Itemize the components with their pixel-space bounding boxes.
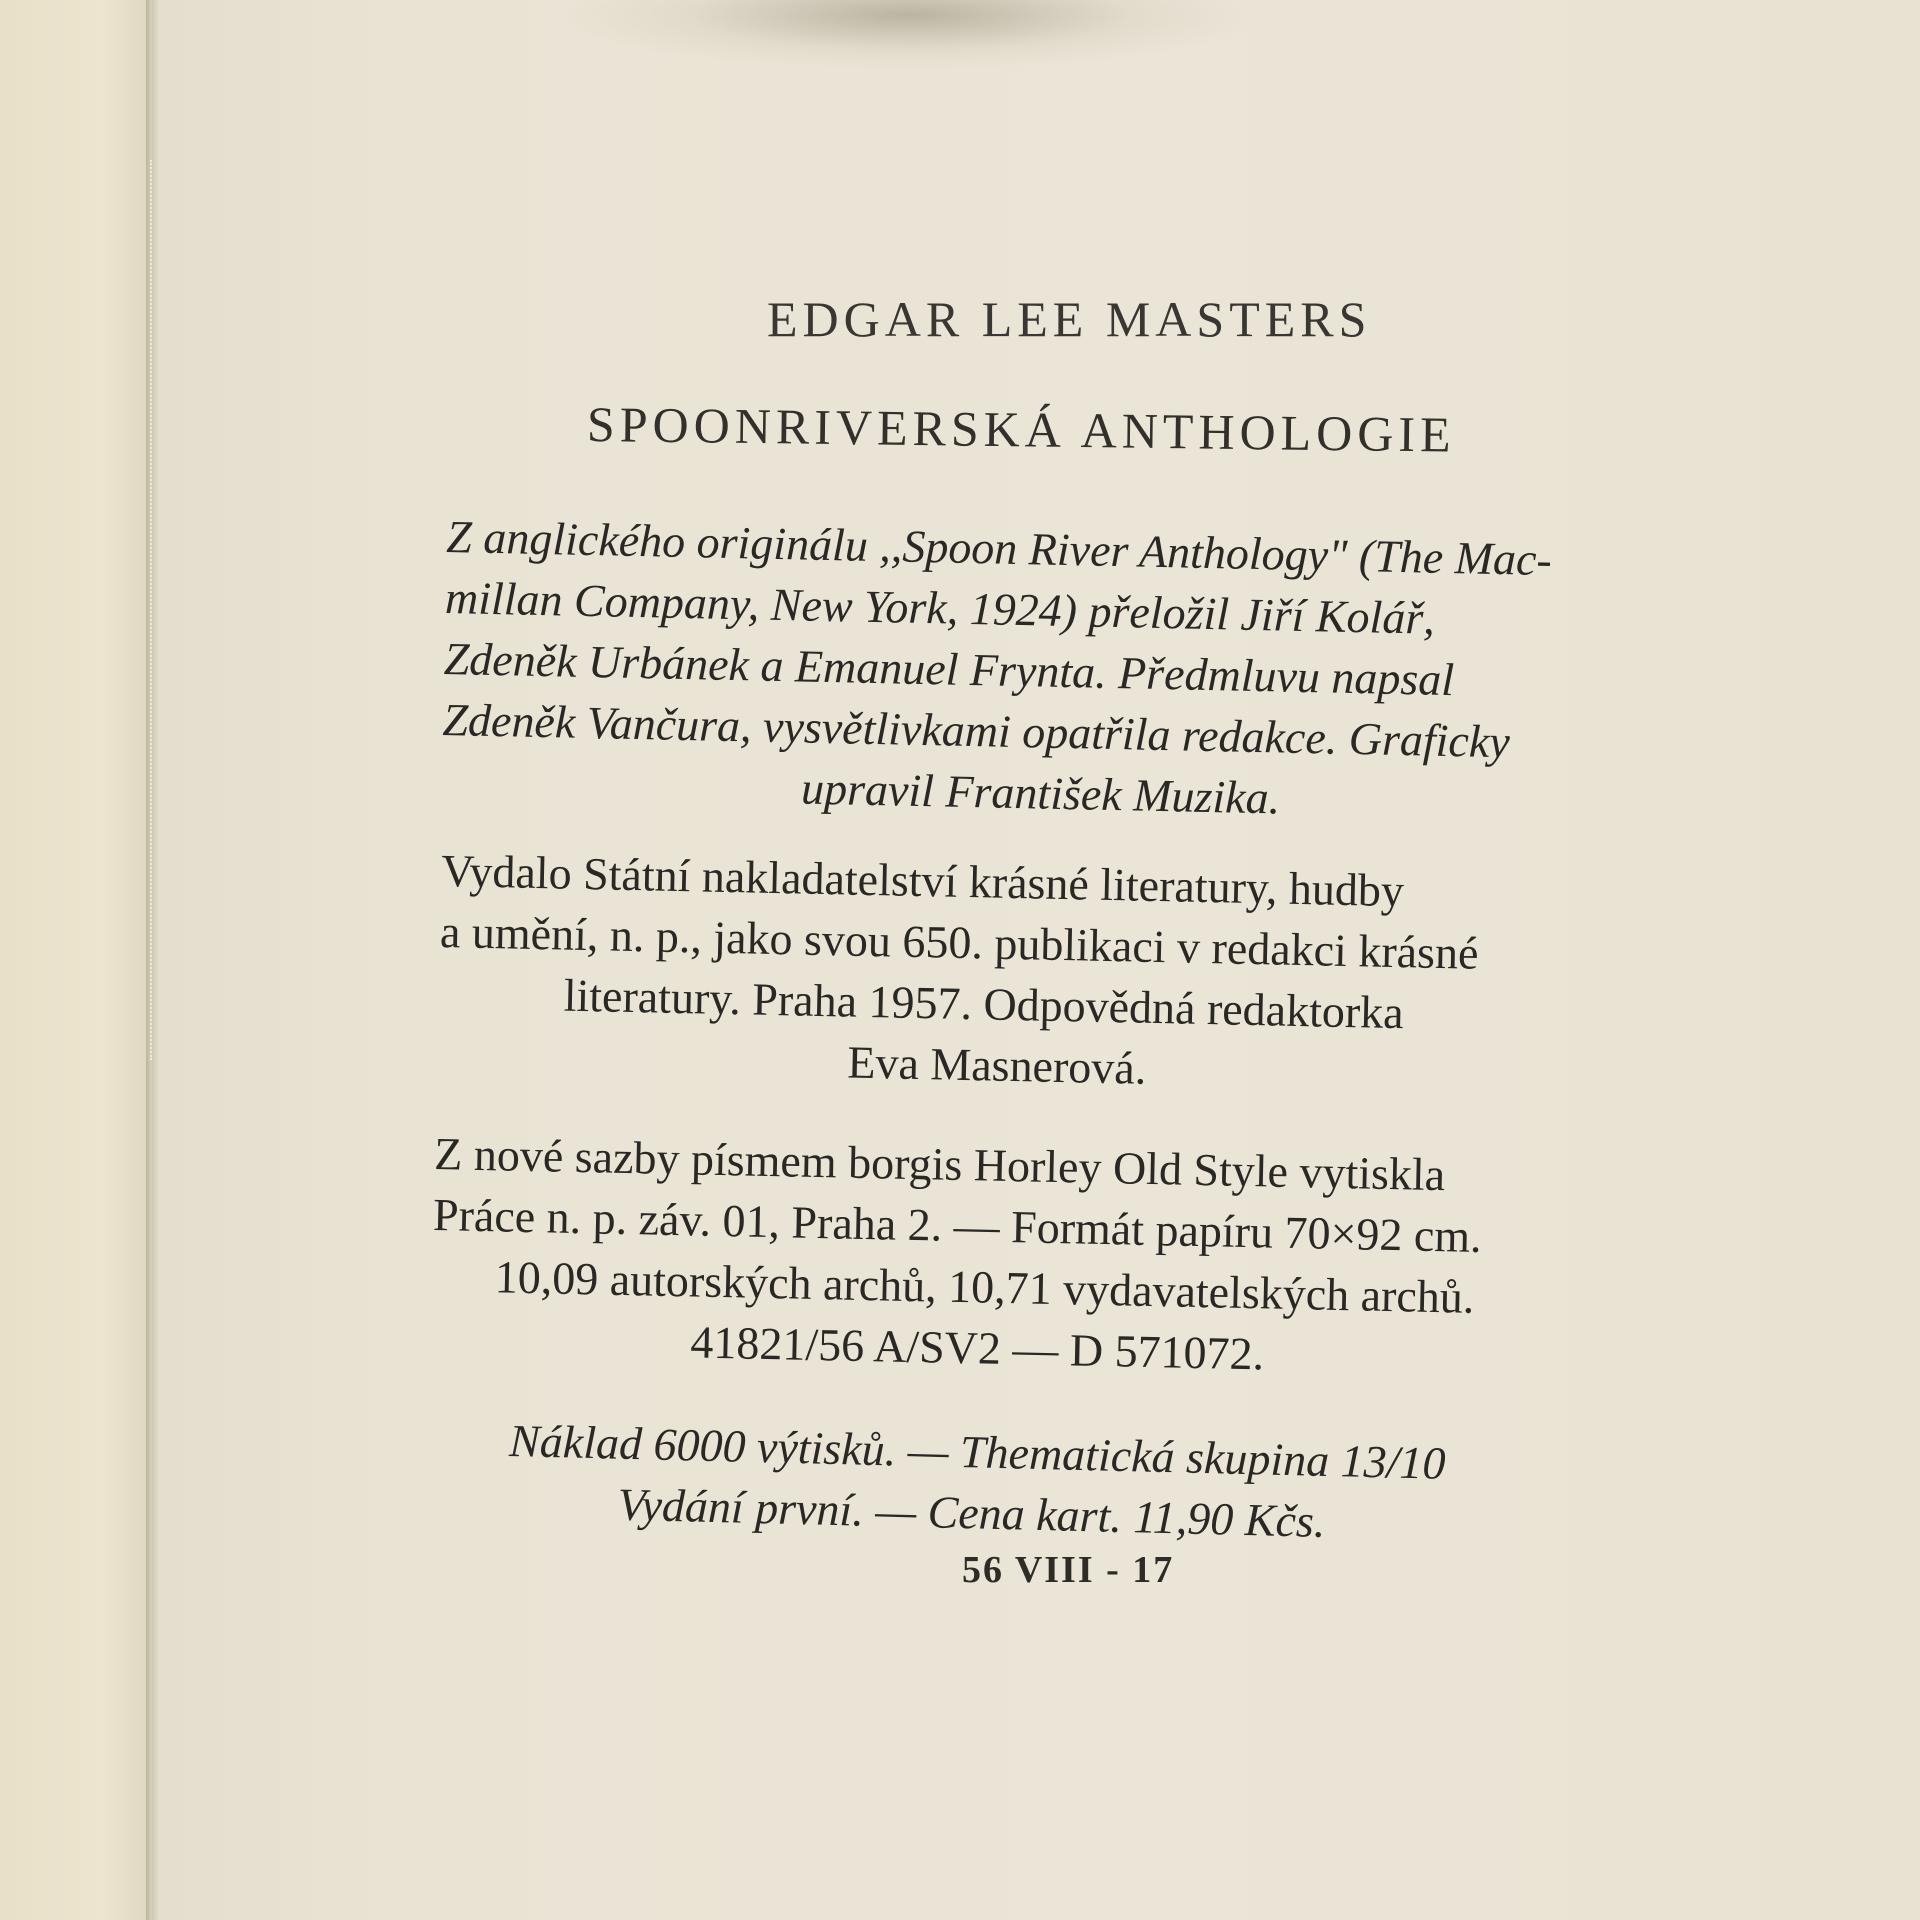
publisher-line: Vydalo Státní nakladatelství krásné literatury, hudby [440,844,1405,917]
left-page-edge [0,0,148,1920]
translation-line: upravil František Muzika. [800,762,1281,824]
publisher-paragraph [437,840,1772,1112]
printing-line: Práce n. p. záv. 01, Praha 2. — Formát papíru 70×92 cm. [432,1188,1483,1262]
publisher-line: literatury. Praha 1957. Odpovědná redaktorka [563,969,1405,1039]
translation-paragraph [441,506,1777,839]
publisher-line: Eva Masnerová. [846,1036,1147,1094]
printing-line: 41821/56 A/SV2 — D 571072. [689,1316,1265,1380]
printing-paragraph [430,1123,1765,1395]
edition-paragraph [507,1410,1840,1564]
translation-line: Zdeněk Vančura, vysvětlivkami opatřila redakce. Graficky [441,693,1511,768]
book-title: SPOONRIVERSKÁ ANTHOLOGIE [586,396,1456,463]
translation-line: millan Company, New York, 1924) přeložil Jiří Kolář, [444,571,1436,644]
edition-line: Vydání první. — Cena kart. 11,90 Kčs. [617,1478,1327,1547]
edition-line: Náklad 6000 výtisků. — Thematická skupina 13/10 [508,1414,1447,1489]
printing-line: Z nové sazby písmem borgis Horley Old Style vytiskla [433,1127,1446,1201]
author-name: EDGAR LEE MASTERS [767,291,1372,347]
translation-line: Z anglického originálu ,,Spoon River Anthology" (The Mac- [445,510,1553,586]
publisher-line: a umění, n. p., jako svou 650. publikaci v redakci krásné [439,905,1479,979]
print-code: 56 VIII - 17 [962,1549,1175,1591]
translation-line: Zdeněk Urbánek a Emanuel Frynta. Předmluvu napsal [443,632,1455,706]
colophon-page [152,0,1920,1920]
printing-line: 10,09 autorských archů, 10,71 vydavatelských archů. [494,1251,1475,1323]
